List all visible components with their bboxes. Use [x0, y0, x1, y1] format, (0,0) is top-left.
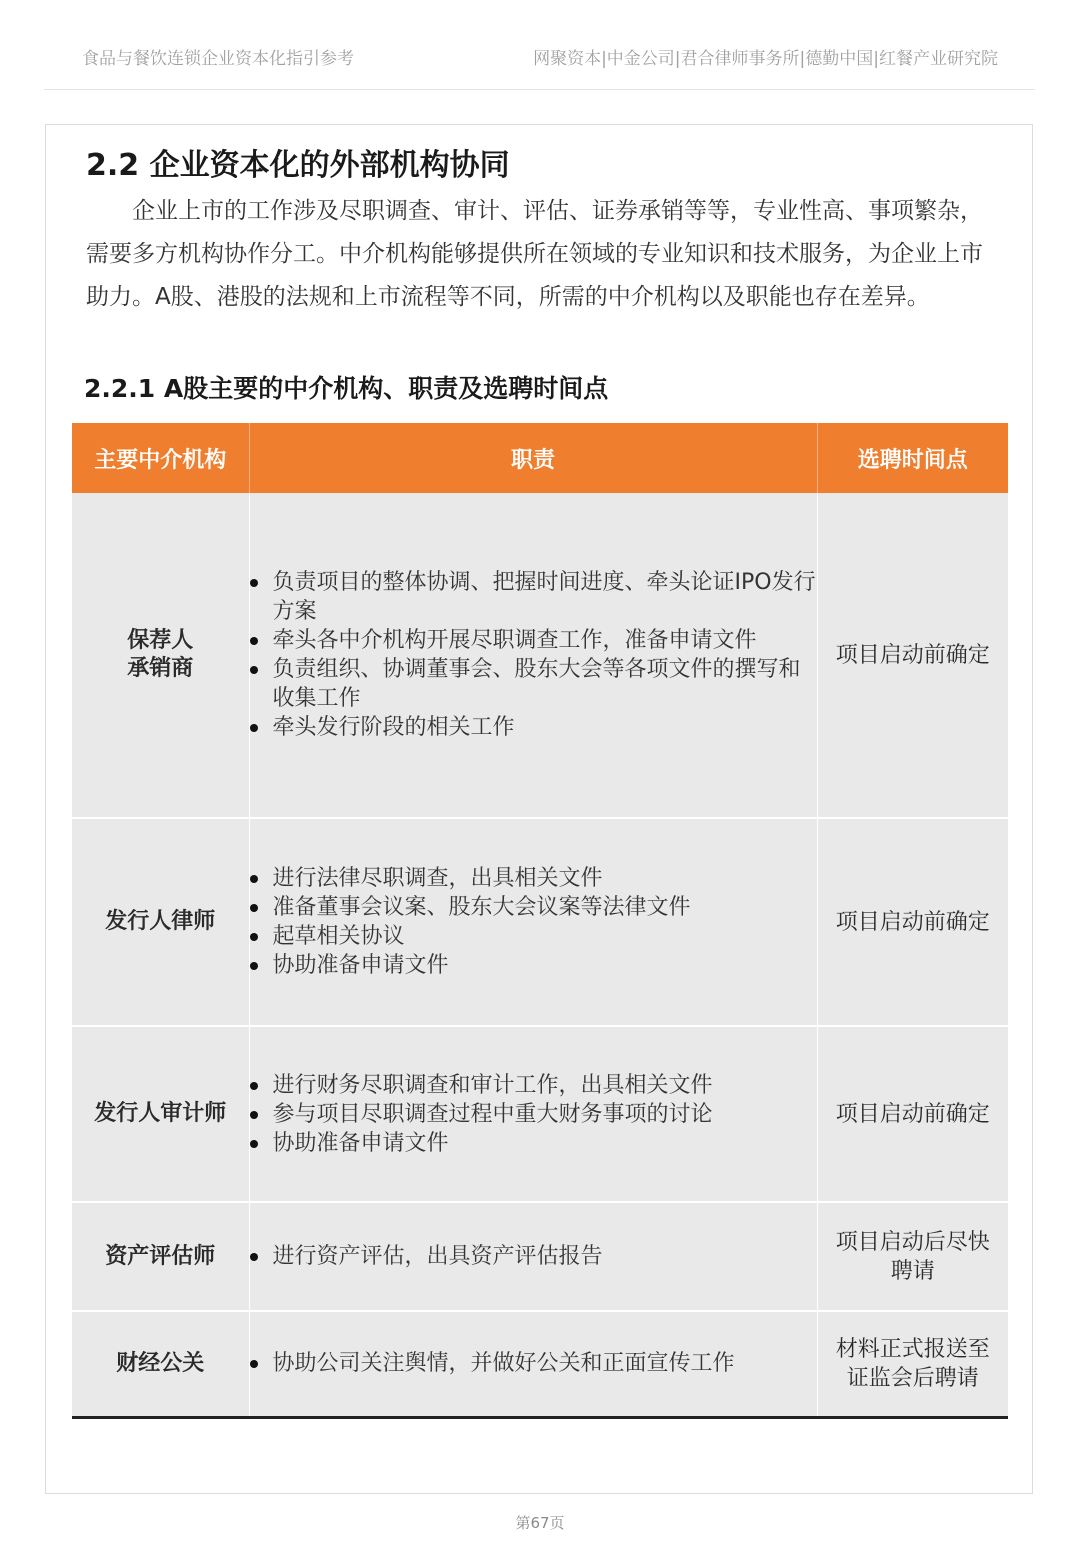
duties-cell — [249, 1202, 817, 1311]
duty-list — [250, 1349, 817, 1378]
header-timing: 选聘时间点 — [817, 423, 1008, 493]
header-divider — [44, 89, 1035, 90]
table-row-lawyer — [72, 818, 1008, 1026]
section-title: 2.2 企业资本化的外部机构协同 — [86, 148, 510, 183]
timing-cell — [817, 1026, 1008, 1202]
duty-item: 牵头各中介机构开展尽职调查工作，准备申请文件 — [250, 626, 817, 655]
duty-item: 负责项目的整体协调、把握时间进度、牵头论证IPO发行方案 — [250, 568, 817, 626]
duties-cell — [249, 1311, 817, 1417]
duty-item: 协助准备申请文件 — [250, 951, 817, 980]
timing-cell — [817, 493, 1008, 818]
header-publishers: 网聚资本|中金公司|君合律师事务所|德勤中国|红餐产业研究院 — [533, 49, 998, 69]
duty-item: 牵头发行阶段的相关工作 — [250, 713, 817, 742]
agency-cell — [72, 493, 249, 818]
subsection-title: 2.2.1 A股主要的中介机构、职责及选聘时间点 — [84, 374, 609, 403]
agency-cell — [72, 1202, 249, 1311]
timing-cell — [817, 1202, 1008, 1311]
timing-line: 项目启动后尽快 — [835, 1229, 990, 1255]
table-row-sponsor — [72, 493, 1008, 818]
duty-item: 协助公司关注舆情，并做好公关和正面宣传工作 — [250, 1349, 817, 1378]
agency-name-line: 保荐人 — [127, 628, 194, 653]
header-agency: 主要中介机构 — [72, 423, 249, 493]
table-row-appraiser — [72, 1202, 1008, 1311]
timing-line: 聘请 — [890, 1258, 935, 1284]
agency-name-line: 承销商 — [127, 656, 194, 681]
header-duties: 职责 — [249, 423, 817, 493]
duty-list — [250, 1242, 817, 1271]
agency-cell — [72, 818, 249, 1026]
table-row-auditor — [72, 1026, 1008, 1202]
duty-list — [250, 568, 817, 742]
agency-name-line: 发行人律师 — [105, 909, 216, 934]
agencies-table — [72, 423, 1008, 1419]
duty-item: 进行财务尽职调查和审计工作，出具相关文件 — [250, 1071, 817, 1100]
timing-cell — [817, 818, 1008, 1026]
timing-line: 项目启动前确定 — [835, 909, 990, 935]
table-row-pr — [72, 1311, 1008, 1417]
duty-item: 参与项目尽职调查过程中重大财务事项的讨论 — [250, 1100, 817, 1129]
duty-list — [250, 1071, 817, 1158]
section-intro-paragraph: 企业上市的工作涉及尽职调查、审计、评估、证券承销等等，专业性高、事项繁杂，需要多方机构协作分工。中介机构能够提供所在领域的专业知识和技术服务，为企业上市助力。A股、港股的法规和上市流程等不同，所需的中介机构以及职能也存在差异。 — [86, 198, 983, 310]
agency-name-line: 发行人审计师 — [94, 1101, 227, 1126]
agency-name-line: 资产评估师 — [105, 1243, 216, 1269]
running-header — [82, 44, 998, 69]
timing-line: 材料正式报送至 — [835, 1336, 990, 1362]
duty-item: 起草相关协议 — [250, 922, 817, 951]
duty-item: 进行资产评估，出具资产评估报告 — [250, 1242, 817, 1271]
duty-item: 协助准备申请文件 — [250, 1129, 817, 1158]
header-report-title: 食品与餐饮连锁企业资本化指引参考 — [82, 49, 354, 69]
duty-item: 负责组织、协调董事会、股东大会等各项文件的撰写和收集工作 — [250, 655, 817, 713]
agency-name-line: 财经公关 — [116, 1350, 205, 1376]
page-number: 第67页 — [515, 1514, 565, 1532]
agency-cell — [72, 1311, 249, 1417]
agency-cell — [72, 1026, 249, 1202]
table-header-row — [72, 423, 1008, 493]
duties-cell — [249, 818, 817, 1026]
timing-line: 证监会后聘请 — [846, 1365, 979, 1391]
duties-cell — [249, 493, 817, 818]
timing-cell — [817, 1311, 1008, 1417]
duties-cell — [249, 1026, 817, 1202]
duty-list — [250, 864, 817, 980]
duty-item: 进行法律尽职调查，出具相关文件 — [250, 864, 817, 893]
timing-line: 项目启动前确定 — [835, 1101, 990, 1127]
timing-line: 项目启动前确定 — [835, 642, 990, 668]
duty-item: 准备董事会议案、股东大会议案等法律文件 — [250, 893, 817, 922]
